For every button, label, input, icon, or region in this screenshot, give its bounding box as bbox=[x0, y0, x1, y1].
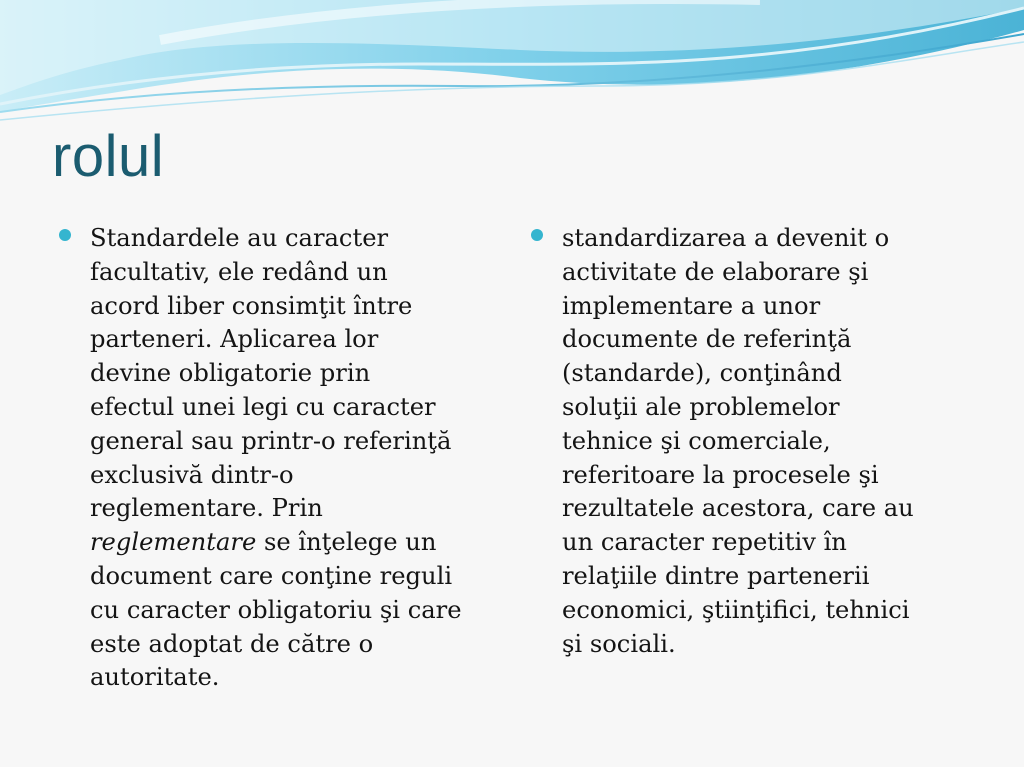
text-line: referitoare la procesele şi bbox=[562, 460, 879, 489]
text-line: un caracter repetitiv în bbox=[562, 528, 847, 557]
header-wave-decoration bbox=[0, 0, 1024, 130]
left-bullet-text bbox=[90, 222, 500, 695]
text-line: tehnice şi comerciale, bbox=[562, 426, 831, 455]
bullet-icon bbox=[59, 229, 71, 241]
text-line: efectul unei legi cu caracter bbox=[90, 392, 436, 421]
text-line: rezultatele acestora, care au bbox=[562, 494, 914, 523]
text-line: exclusivă dintr-o bbox=[90, 460, 294, 489]
text-line: soluţii ale problemelor bbox=[562, 392, 840, 421]
text-line: autoritate. bbox=[90, 663, 220, 692]
text-line: implementare a unor bbox=[562, 291, 821, 320]
text-line: relaţiile dintre partenerii bbox=[562, 561, 870, 590]
text-line: Standardele au caracter bbox=[90, 224, 389, 252]
text-line: devine obligatorie prin bbox=[90, 359, 371, 388]
text-line: activitate de elaborare şi bbox=[562, 257, 869, 286]
bullet-icon bbox=[531, 229, 543, 241]
text-line: document care conţine reguli bbox=[90, 561, 453, 590]
text-line: este adoptat de către o bbox=[90, 629, 374, 658]
text-line: general sau printr-o referinţă bbox=[90, 426, 452, 455]
text-line: standardizarea a devenit o bbox=[562, 224, 890, 252]
text-line: facultativ, ele redând un bbox=[90, 257, 388, 286]
text-line: parteneri. Aplicarea lor bbox=[90, 325, 379, 354]
right-bullet-text bbox=[562, 222, 972, 661]
text-line: şi sociali. bbox=[562, 629, 676, 658]
text-line: acord liber consimţit între bbox=[90, 291, 413, 320]
text-line: economici, ştiinţifici, tehnici bbox=[562, 595, 910, 624]
text-line: documente de referinţă bbox=[562, 325, 852, 354]
text-fragment: se înţelege un bbox=[256, 528, 437, 557]
text-line bbox=[90, 526, 500, 560]
text-line: (standarde), conţinând bbox=[562, 359, 842, 388]
text-line: reglementare. Prin bbox=[90, 494, 323, 523]
slide-title: rolul bbox=[52, 124, 165, 189]
italic-term: reglementare bbox=[90, 528, 257, 557]
text-line: cu caracter obligatoriu şi care bbox=[90, 595, 462, 624]
